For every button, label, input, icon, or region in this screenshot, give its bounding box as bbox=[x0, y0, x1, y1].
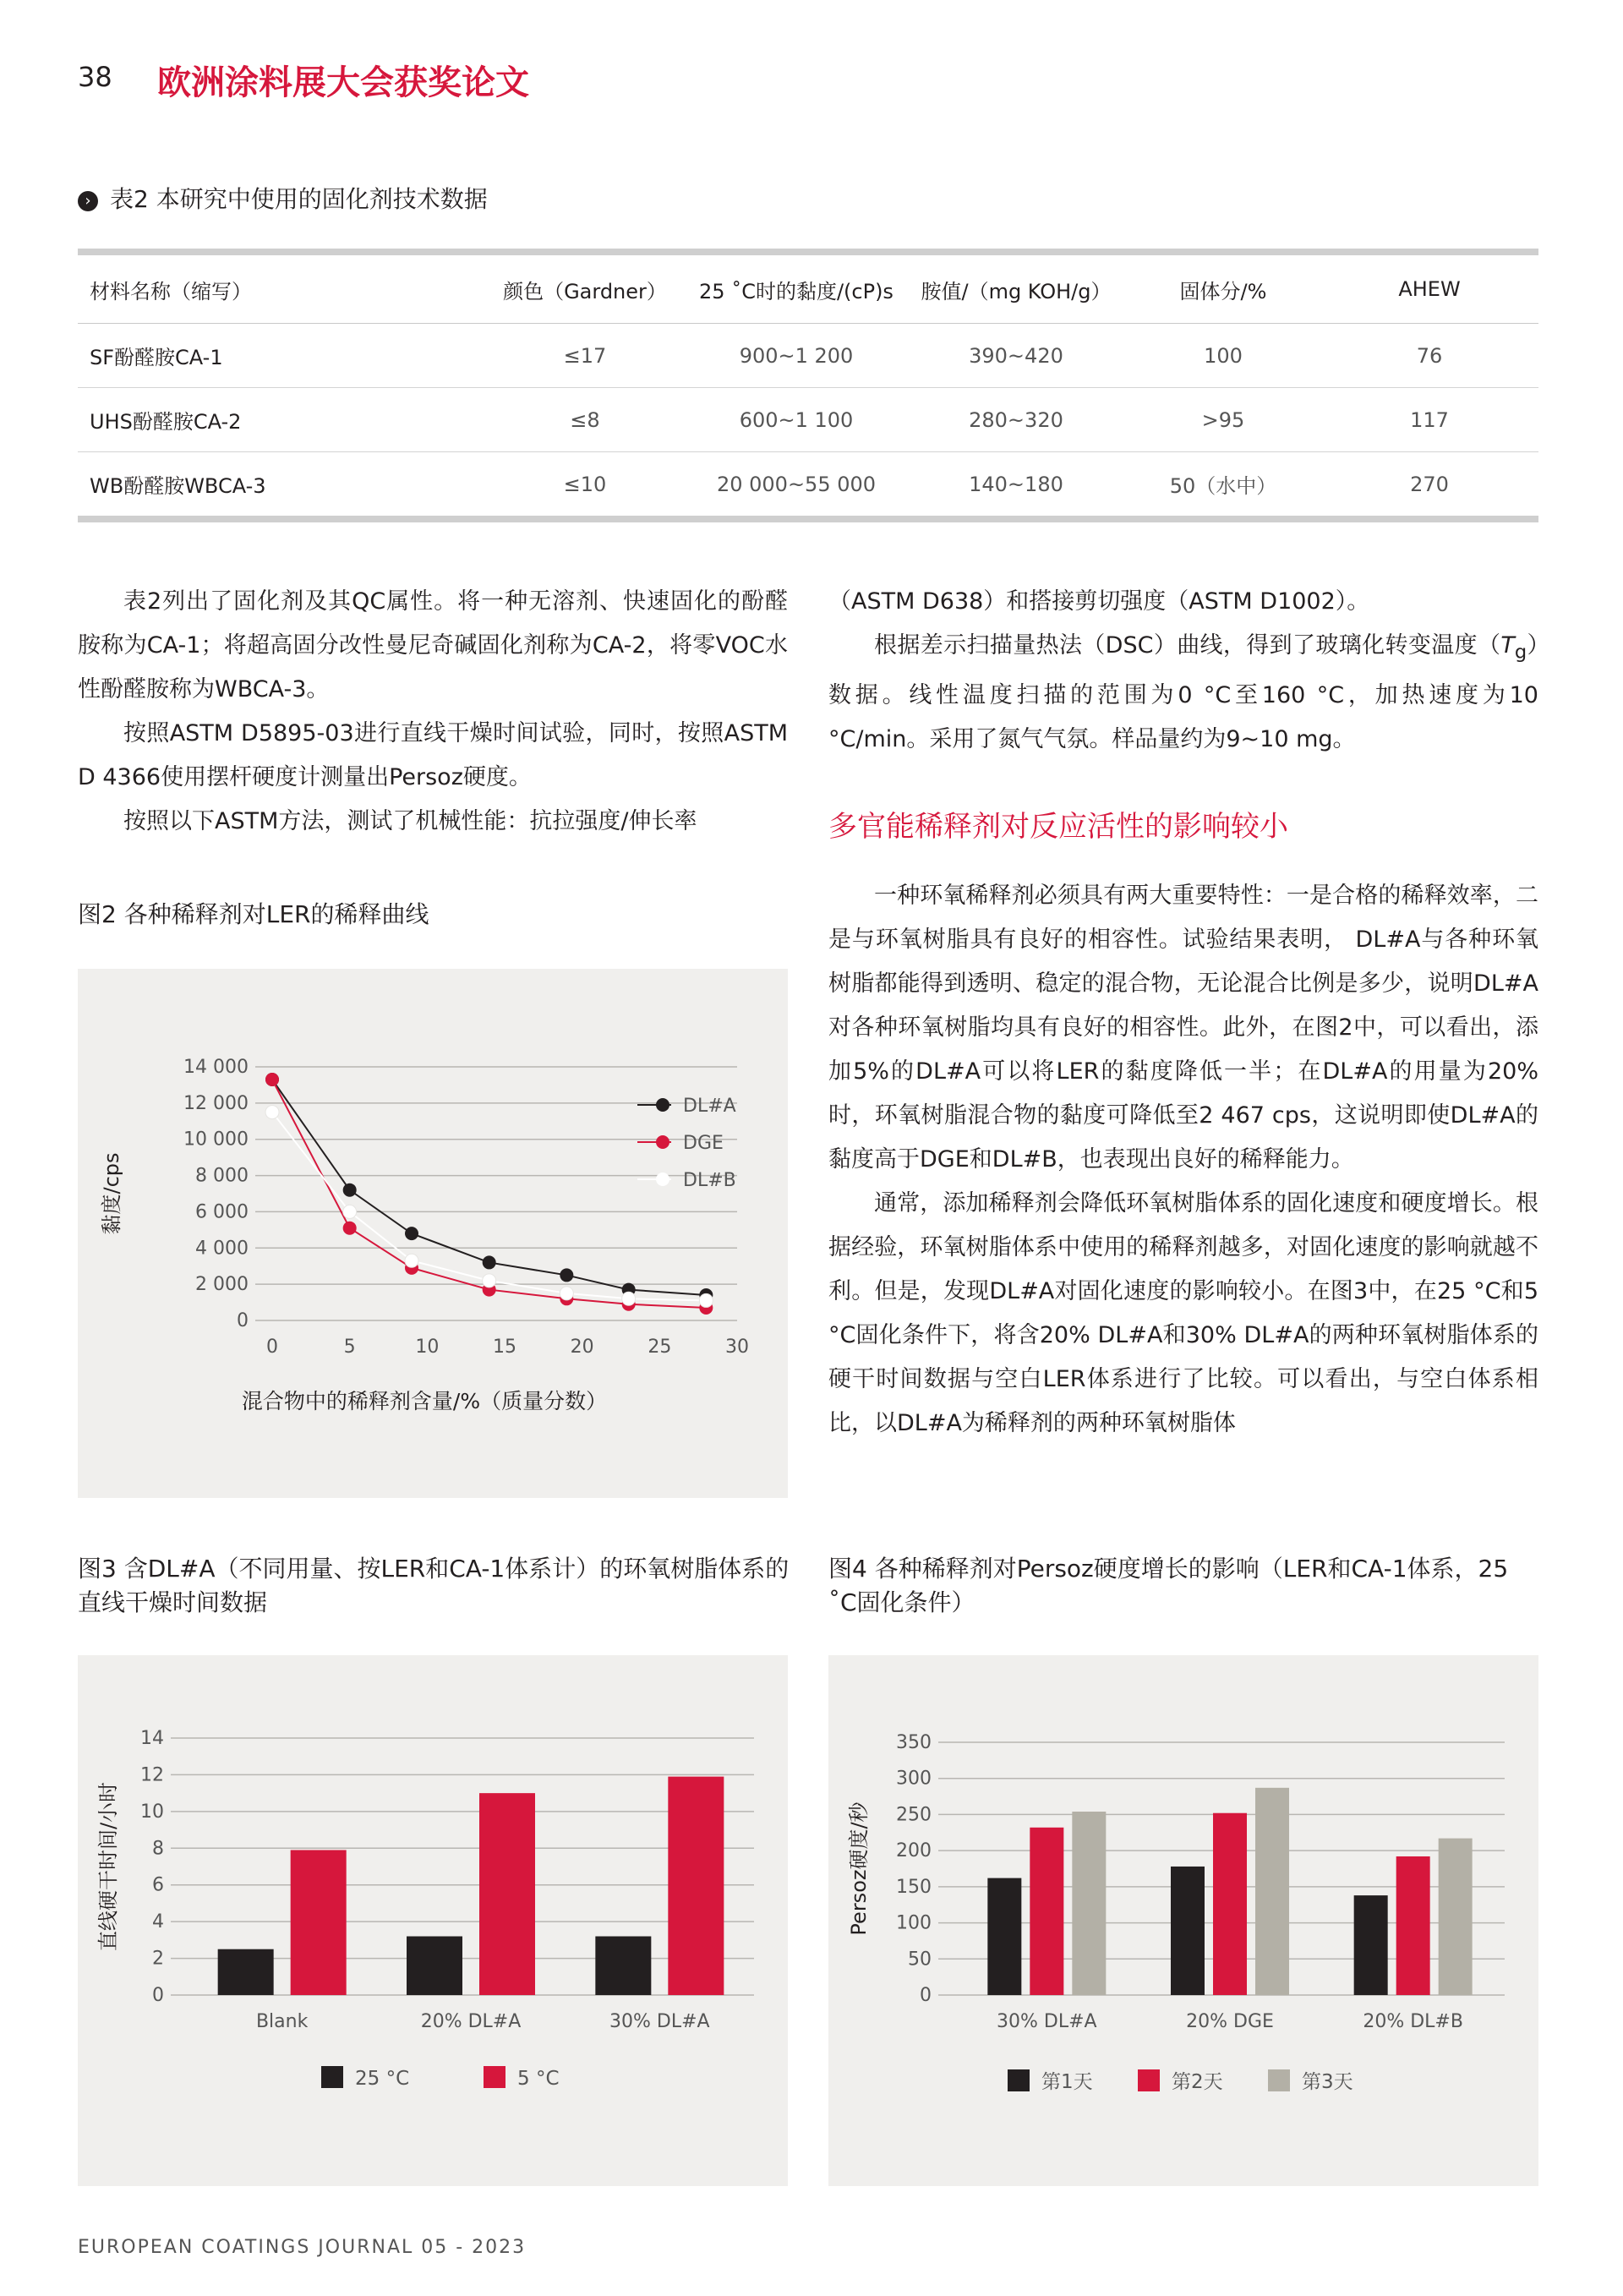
legend-label: 5 °C bbox=[517, 2068, 560, 2090]
subscript-g: g bbox=[1514, 641, 1527, 664]
table-cell: 900~1 200 bbox=[686, 324, 906, 388]
x-tick-label: 10 bbox=[415, 1337, 440, 1358]
table-caption-text: 表2 本研究中使用的固化剂技术数据 bbox=[110, 185, 488, 213]
curing-agent-table bbox=[78, 249, 1538, 522]
bar-5 °C bbox=[291, 1850, 347, 1995]
table-caption bbox=[78, 181, 488, 215]
text-span: 根据差示扫描量热法（DSC）曲线，得到了玻璃化转变温度（ bbox=[874, 632, 1501, 659]
column-header: AHEW bbox=[1320, 252, 1538, 324]
table-cell: 140~180 bbox=[906, 452, 1126, 520]
y-tick-label: 2 bbox=[152, 1948, 164, 1970]
y-tick-label: 0 bbox=[237, 1310, 249, 1331]
y-tick-label: 12 000 bbox=[183, 1092, 249, 1114]
y-axis-label: Persoz硬度/秒 bbox=[847, 1801, 871, 1936]
x-tick-label: 15 bbox=[493, 1337, 516, 1358]
table-cell: ≤10 bbox=[484, 452, 686, 520]
footer: EUROPEAN COATINGS JOURNAL 05 - 2023 bbox=[78, 2237, 527, 2258]
bar-5 °C bbox=[668, 1777, 724, 1995]
legend-label: 第1天 bbox=[1041, 2071, 1093, 2093]
figure-3-title: 图3 含DL#A（不同用量、按LER和CA-1体系计）的环氧树脂体系的直线干燥时间数据 bbox=[78, 1555, 790, 1616]
table-cell: ≤17 bbox=[484, 324, 686, 388]
data-point bbox=[699, 1293, 713, 1307]
figure-3-bar-chart bbox=[78, 1655, 788, 2186]
bar-第1天 bbox=[1171, 1867, 1205, 1995]
table-cell: 600~1 100 bbox=[686, 388, 906, 452]
figure-4-bar-chart bbox=[828, 1655, 1538, 2186]
bar-25 °C bbox=[218, 1949, 274, 1995]
legend-swatch bbox=[1008, 2069, 1030, 2091]
category-label: 20% DL#A bbox=[420, 2011, 522, 2032]
bar-第2天 bbox=[1396, 1856, 1430, 1995]
table-cell: SF酚醛胺CA-1 bbox=[78, 324, 484, 388]
x-tick-label: 20 bbox=[570, 1337, 594, 1358]
x-tick-label: 30 bbox=[725, 1337, 749, 1358]
y-tick-label: 14 000 bbox=[183, 1057, 249, 1078]
y-tick-label: 0 bbox=[152, 1985, 164, 2006]
table-cell: UHS酚醛胺CA-2 bbox=[78, 388, 484, 452]
category-label: 30% DL#A bbox=[997, 2011, 1097, 2032]
legend-swatch-dot bbox=[656, 1173, 669, 1186]
y-tick-label: 4 bbox=[152, 1911, 164, 1933]
bar-第1天 bbox=[987, 1878, 1021, 1995]
figure-4-panel bbox=[828, 1655, 1538, 2186]
data-point bbox=[343, 1205, 357, 1218]
left-column-text bbox=[78, 580, 788, 844]
data-point bbox=[560, 1268, 573, 1282]
figure-3-panel bbox=[78, 1655, 788, 2186]
y-tick-label: 150 bbox=[896, 1876, 932, 1898]
data-point bbox=[405, 1227, 418, 1240]
y-tick-label: 10 000 bbox=[183, 1129, 249, 1151]
figure-2-line-chart bbox=[78, 969, 788, 1498]
table-cell: 50（水中） bbox=[1126, 452, 1320, 520]
category-label: 20% DL#B bbox=[1363, 2011, 1463, 2032]
y-tick-label: 2 000 bbox=[195, 1274, 249, 1296]
y-tick-label: 350 bbox=[896, 1732, 932, 1753]
column-header: 颜色（Gardner） bbox=[484, 252, 686, 324]
paragraph: 按照以下ASTM方法，测试了机械性能：抗拉强度/伸长率 bbox=[123, 808, 697, 834]
x-tick-label: 0 bbox=[266, 1337, 278, 1358]
bar-第2天 bbox=[1213, 1813, 1247, 1995]
data-point bbox=[622, 1292, 636, 1305]
data-point bbox=[343, 1222, 357, 1235]
section-heading: 多官能稀释剂对反应活性的影响较小 bbox=[828, 810, 1288, 844]
figure-4-title: 图4 各种稀释剂对Persoz硬度增长的影响（LER和CA-1体系，25 ˚C固化条件） bbox=[828, 1555, 1509, 1616]
y-tick-label: 14 bbox=[140, 1728, 164, 1749]
y-tick-label: 300 bbox=[896, 1768, 932, 1790]
paragraph: 按照ASTM D5895-03进行直线干燥时间试验，同时，按照ASTM D 4366使用摆杆硬度计测量出Persoz硬度。 bbox=[78, 720, 788, 790]
bar-第3天 bbox=[1072, 1812, 1106, 1995]
data-point bbox=[343, 1184, 357, 1197]
legend-label: DGE bbox=[683, 1133, 724, 1154]
chevron-right-icon: › bbox=[78, 191, 98, 211]
bar-第2天 bbox=[1030, 1828, 1063, 1995]
y-tick-label: 0 bbox=[920, 1985, 932, 2006]
legend-swatch bbox=[1268, 2069, 1290, 2091]
paragraph: 表2列出了固化剂及其QC属性。将一种无溶剂、快速固化的酚醛胺称为CA-1；将超高固分改性曼尼奇碱固化剂称为CA-2，将零VOC水性酚醛胺称为WBCA-3。 bbox=[78, 588, 788, 702]
x-tick-label: 5 bbox=[343, 1337, 356, 1358]
data-point bbox=[560, 1287, 573, 1300]
data-point bbox=[483, 1255, 496, 1269]
legend-label: DL#B bbox=[683, 1170, 736, 1191]
paragraph: （ASTM D638）和搭接剪切强度（ASTM D1002）。 bbox=[828, 588, 1370, 615]
bar-第3天 bbox=[1439, 1839, 1473, 1995]
data-point bbox=[265, 1106, 279, 1119]
paragraph bbox=[828, 624, 1538, 762]
series-line-DL#B bbox=[272, 1112, 706, 1301]
legend-label: DL#A bbox=[683, 1096, 736, 1117]
y-tick-label: 250 bbox=[896, 1804, 932, 1826]
y-tick-label: 6 000 bbox=[195, 1201, 249, 1223]
data-point bbox=[483, 1274, 496, 1287]
column-header: 胺值/（mg KOH/g） bbox=[906, 252, 1126, 324]
legend-label: 第2天 bbox=[1172, 2071, 1223, 2093]
y-tick-label: 8 000 bbox=[195, 1165, 249, 1187]
legend-label: 第3天 bbox=[1302, 2071, 1353, 2093]
legend-swatch bbox=[1138, 2069, 1160, 2091]
symbol-t: T bbox=[1500, 632, 1515, 659]
y-tick-label: 8 bbox=[152, 1838, 164, 1860]
table-cell: >95 bbox=[1126, 388, 1320, 452]
y-axis-label: 直线硬干时间/小时 bbox=[96, 1781, 120, 1952]
legend-swatch bbox=[321, 2066, 343, 2088]
table-cell: ≤8 bbox=[484, 388, 686, 452]
text-span: ）数据。线性温度扫描的范围为0 °C至160 °C，加热速度为10 °C/min。采用了氮气气氛。样品量约为9~10 mg。 bbox=[828, 632, 1539, 753]
table-cell: WB酚醛胺WBCA-3 bbox=[78, 452, 484, 520]
table-row bbox=[78, 324, 1538, 388]
header-title: 欧洲涂料展大会获奖论文 bbox=[157, 63, 529, 102]
y-tick-label: 6 bbox=[152, 1874, 164, 1896]
y-tick-label: 4 000 bbox=[195, 1238, 249, 1260]
y-tick-label: 12 bbox=[140, 1764, 164, 1786]
column-header: 25 ˚C时的黏度/(cP)s bbox=[686, 252, 906, 324]
table-cell: 20 000~55 000 bbox=[686, 452, 906, 520]
table-cell: 270 bbox=[1320, 452, 1538, 520]
paragraph: 通常，添加稀释剂会降低环氧树脂体系的固化速度和硬度增长。根据经验，环氧树脂体系中使用的稀释剂越多，对固化速度的影响就越不利。但是，发现DL#A对固化速度的影响较小。在图3中，在25 °C和5 °C固化条件下，将含20% DL#A和30% DL#A的两种环氧树脂体系的硬干时间数据与空白LER体系进行了比较。可以看出，与空白体系相比，以DL#A为稀释剂的两种环氧树脂体 bbox=[828, 1190, 1538, 1436]
data-point bbox=[265, 1073, 279, 1086]
legend-label: 25 °C bbox=[355, 2068, 410, 2090]
bar-25 °C bbox=[595, 1937, 651, 1995]
page-number: 38 bbox=[78, 61, 112, 93]
legend-swatch bbox=[484, 2066, 505, 2088]
legend-swatch-dot bbox=[656, 1098, 669, 1112]
right-column-text-top bbox=[828, 580, 1538, 762]
table-cell: 76 bbox=[1320, 324, 1538, 388]
x-axis-label: 混合物中的稀释剂含量/%（质量分数） bbox=[241, 1389, 608, 1413]
y-axis-label: 黏度/cps bbox=[100, 1152, 123, 1235]
category-label: 30% DL#A bbox=[609, 2011, 710, 2032]
y-tick-label: 10 bbox=[140, 1801, 164, 1823]
category-label: 20% DGE bbox=[1186, 2011, 1274, 2032]
bar-第3天 bbox=[1255, 1788, 1289, 1995]
right-column-text-bottom bbox=[828, 874, 1538, 1446]
table-header-row bbox=[78, 252, 1538, 324]
column-header: 固体分/% bbox=[1126, 252, 1320, 324]
figure-2-panel bbox=[78, 969, 788, 1498]
figure-2-title: 图2 各种稀释剂对LER的稀释曲线 bbox=[78, 900, 429, 928]
legend-swatch-dot bbox=[656, 1135, 669, 1149]
table-cell: 117 bbox=[1320, 388, 1538, 452]
table-cell: 280~320 bbox=[906, 388, 1126, 452]
paragraph: 一种环氧稀释剂必须具有两大重要特性：一是合格的稀释效率，二是与环氧树脂具有良好的相容性。试验结果表明， DL#A与各种环氧树脂都能得到透明、稳定的混合物，无论混合比例是多少，说明DL#A对各种环氧树脂均具有良好的相容性。此外，在图2中，可以看出，添加5%的DL#A可以将LER的黏度降低一半；在DL#A的用量为20%时，环氧树脂混合物的黏度可降低至2 467 cps，这说明即使DL#A的黏度高于DGE和DL#B，也表现出良好的稀释能力。 bbox=[828, 883, 1538, 1173]
bar-5 °C bbox=[479, 1793, 535, 1995]
y-tick-label: 100 bbox=[896, 1912, 932, 1934]
y-tick-label: 200 bbox=[896, 1840, 932, 1862]
column-header: 材料名称（缩写） bbox=[78, 252, 484, 324]
table-row bbox=[78, 388, 1538, 452]
bar-第1天 bbox=[1354, 1895, 1388, 1995]
bar-25 °C bbox=[407, 1937, 462, 1995]
y-tick-label: 50 bbox=[908, 1949, 932, 1971]
x-tick-label: 25 bbox=[648, 1337, 672, 1358]
category-label: Blank bbox=[255, 2011, 309, 2032]
table-cell: 100 bbox=[1126, 324, 1320, 388]
table-cell: 390~420 bbox=[906, 324, 1126, 388]
data-point bbox=[405, 1254, 418, 1267]
table-row bbox=[78, 452, 1538, 520]
